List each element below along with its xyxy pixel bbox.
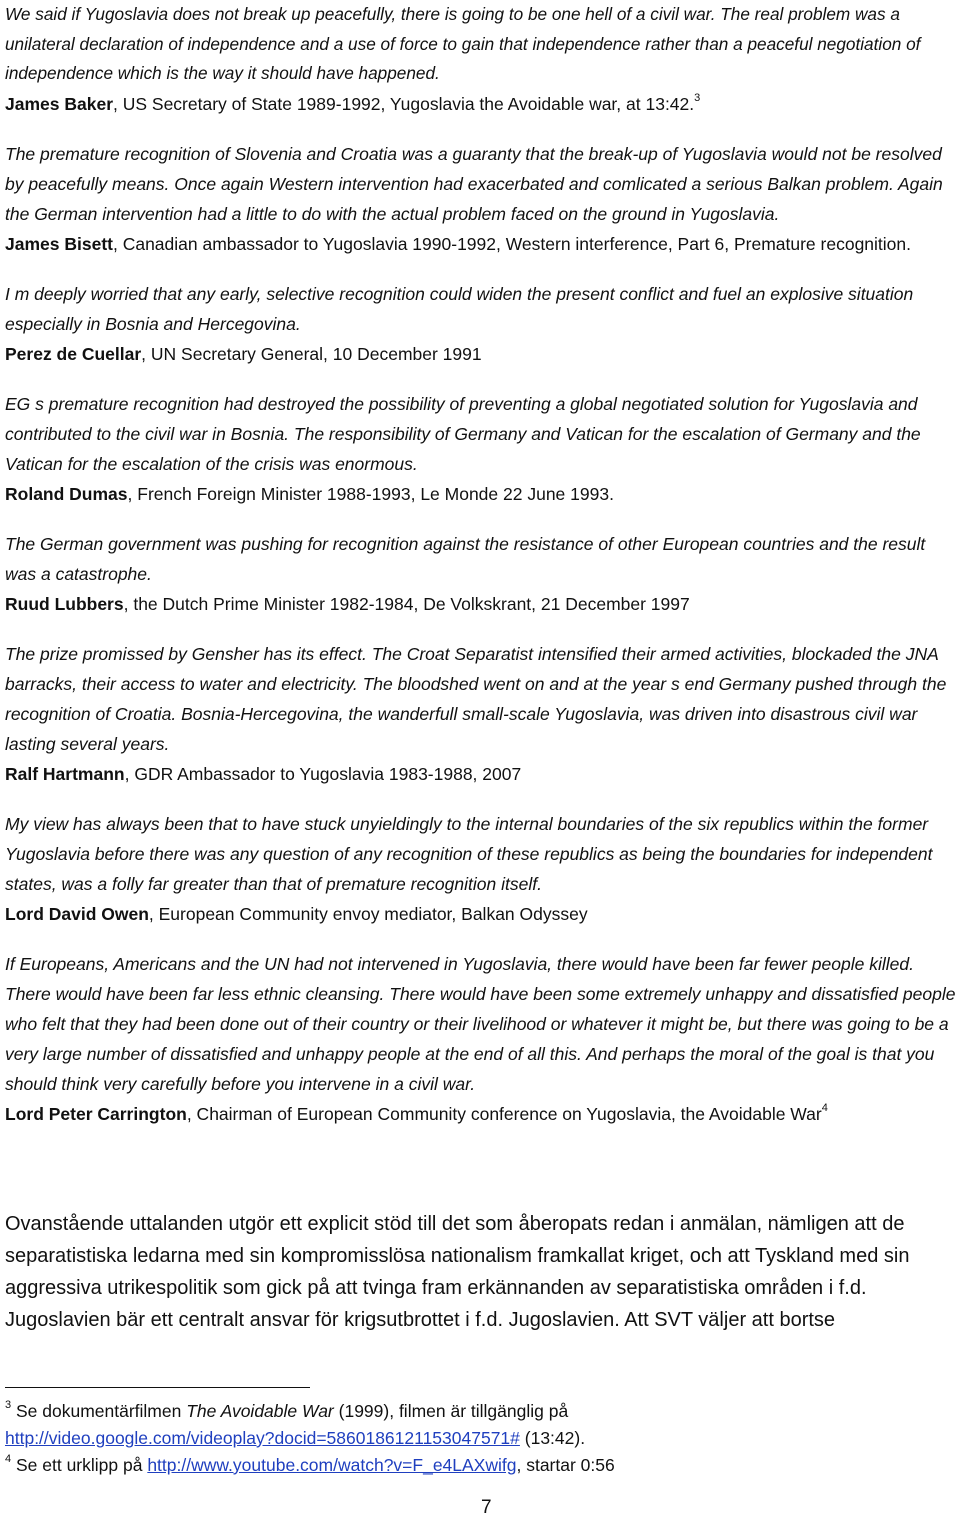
footnote-text: Se dokumentärfilmen bbox=[11, 1401, 187, 1421]
document-page bbox=[5, 0, 957, 1518]
speaker-source: , Chairman of European Community conference on Yugoslavia, the Avoidable War bbox=[186, 1103, 822, 1124]
speaker-name: Ralf Hartmann bbox=[5, 763, 125, 784]
quote-attribution bbox=[5, 1099, 957, 1129]
quote-attribution bbox=[5, 759, 957, 789]
quote-attribution bbox=[5, 479, 957, 509]
quote-text: My view has always been that to have stuck unyieldingly to the internal boundaries of the six republics within the former Yugoslavia before there was any question of any recognition of these republics as being the boundaries for independent states, was a folly far greater than that of premature recognition itself. bbox=[5, 813, 933, 894]
footnote-number: 3 bbox=[5, 1399, 12, 1412]
quote-text: The German government was pushing for recognition against the resistance of other European countries and the result was a catastrophe. bbox=[5, 533, 926, 584]
quote-block-dumas bbox=[5, 389, 957, 509]
footnote-text: , startar 0:56 bbox=[516, 1455, 615, 1475]
quote-block-hartmann bbox=[5, 639, 957, 789]
footnote-text: (13:42). bbox=[519, 1428, 586, 1448]
footnote-number: 4 bbox=[5, 1453, 12, 1466]
speaker-source: , French Foreign Minister 1988-1993, Le Monde 22 June 1993. bbox=[127, 483, 614, 504]
quote-attribution bbox=[5, 899, 957, 929]
speaker-source: , US Secretary of State 1989-1992, Yugoslavia the Avoidable war, at 13:42. bbox=[113, 93, 695, 114]
speaker-name: Lord David Owen bbox=[5, 903, 149, 924]
speaker-name: James Baker bbox=[5, 93, 113, 114]
spacer bbox=[5, 509, 957, 529]
spacer bbox=[5, 259, 957, 279]
body-paragraph: Ovanstående uttalanden utgör ett explicit stöd till det som åberopats redan i anmälan, nämligen att de separatistiska ledarna med sin kompromisslösa nationalism framkallat kriget, och att Tyskland med sin aggressiva utrikespolitik som gick på att tvinga fram erkännanden av separatistiska områden i f.d. Jugoslavien bär ett centralt ansvar för krigsutbrottet i f.d. Jugoslavien. Att SVT väljer att bortse bbox=[5, 1213, 910, 1331]
quote-block-bisett bbox=[5, 139, 957, 259]
speaker-name: James Bisett bbox=[5, 233, 113, 254]
spacer bbox=[5, 619, 957, 639]
quote-attribution bbox=[5, 589, 957, 619]
speaker-source: , UN Secretary General, 10 December 1991 bbox=[141, 343, 482, 364]
quote-attribution bbox=[5, 229, 957, 259]
footnote-divider bbox=[5, 1387, 310, 1388]
spacer bbox=[5, 369, 957, 389]
page-number: 7 bbox=[481, 1497, 492, 1518]
speaker-source: , the Dutch Prime Minister 1982-1984, De Volkskrant, 21 December 1997 bbox=[123, 593, 690, 614]
quote-attribution bbox=[5, 339, 957, 369]
quote-block-lubbers bbox=[5, 529, 957, 619]
film-title: The Avoidable War bbox=[186, 1401, 334, 1421]
quote-text: The prize promissed by Gensher has its effect. The Croat Separatist intensified their armed activities, blockaded the JNA barracks, their access to water and electricity. The bloodshed went on and at the year s end Germany pushed through the recognition of Croatia. Bosnia-Hercegovina, the wanderfull small-scale Yugoslavia, was driven into disastrous civil war lasting several years. bbox=[5, 643, 947, 754]
speaker-name: Ruud Lubbers bbox=[5, 593, 124, 614]
quote-block-carrington bbox=[5, 949, 957, 1129]
quote-text: If Europeans, Americans and the UN had not intervened in Yugoslavia, there would have been far fewer people killed. There would have been far less ethnic cleansing. There would have been some extremely unhappy and dissatisfied people who felt that they had been done out of their country or their livelihood or whatever it might be, but there was going to be a very large number of dissatisfied and unhappy people at the end of all this. And perhaps the moral of the goal is that you should think very carefully before you intervene in a civil war. bbox=[5, 953, 956, 1094]
speaker-source: , Canadian ambassador to Yugoslavia 1990-1992, Western interference, Part 6, Premature recognition. bbox=[112, 233, 912, 254]
quote-text: The premature recognition of Slovenia and Croatia was a guaranty that the break-up of Yugoslavia would not be resolved by peacefully means. Once again Western intervention had exacerbated and comlicated a serious Balkan problem. Again the German intervention had a little to do with the actual problem faced on the ground in Yugoslavia. bbox=[5, 143, 943, 224]
footnote-ref[interactable]: 3 bbox=[694, 91, 701, 104]
spacer bbox=[5, 789, 957, 809]
speaker-name: Lord Peter Carrington bbox=[5, 1103, 187, 1124]
quote-block-baker bbox=[5, 0, 957, 119]
spacer bbox=[5, 119, 957, 139]
speaker-source: , GDR Ambassador to Yugoslavia 1983-1988, 2007 bbox=[124, 763, 522, 784]
quote-block-cuellar bbox=[5, 279, 957, 369]
quote-text: EG s premature recognition had destroyed the possibility of preventing a global negotiated solution for Yugoslavia and contributed to the civil war in Bosnia. The responsibility of Germany and Vatican for the escalation of Germany and the Vatican for the escalation of the crisis was enormous. bbox=[5, 393, 921, 474]
footnote-3 bbox=[5, 1398, 957, 1452]
quote-text: We said if Yugoslavia does not break up peacefully, there is going to be one hell of a civil war. The real problem was a unilateral declaration of independence and a use of force to gain that independence rather than a peaceful negotiation of independence which is the way it should have happened. bbox=[5, 4, 921, 83]
speaker-name: Roland Dumas bbox=[5, 483, 128, 504]
footnotes bbox=[5, 1398, 957, 1479]
quote-block-owen bbox=[5, 809, 957, 929]
speaker-source: , European Community envoy mediator, Balkan Odyssey bbox=[148, 903, 588, 924]
footnote-ref[interactable]: 4 bbox=[821, 1101, 828, 1114]
footnote-link[interactable]: http://www.youtube.com/watch?v=F_e4LAXwifg bbox=[147, 1455, 517, 1475]
footnote-text: (1999), filmen är tillgänglig på bbox=[333, 1401, 569, 1421]
footnote-text: Se ett urklipp på bbox=[11, 1455, 148, 1475]
quote-attribution bbox=[5, 89, 957, 119]
footnote-link[interactable]: http://video.google.com/videoplay?docid=5860186121153047571# bbox=[5, 1428, 520, 1448]
quote-text: I m deeply worried that any early, selective recognition could widen the present conflict and fuel an explosive situation especially in Bosnia and Hercegovina. bbox=[5, 283, 914, 334]
footnote-4 bbox=[5, 1452, 957, 1479]
speaker-name: Perez de Cuellar bbox=[5, 343, 142, 364]
spacer bbox=[5, 929, 957, 949]
